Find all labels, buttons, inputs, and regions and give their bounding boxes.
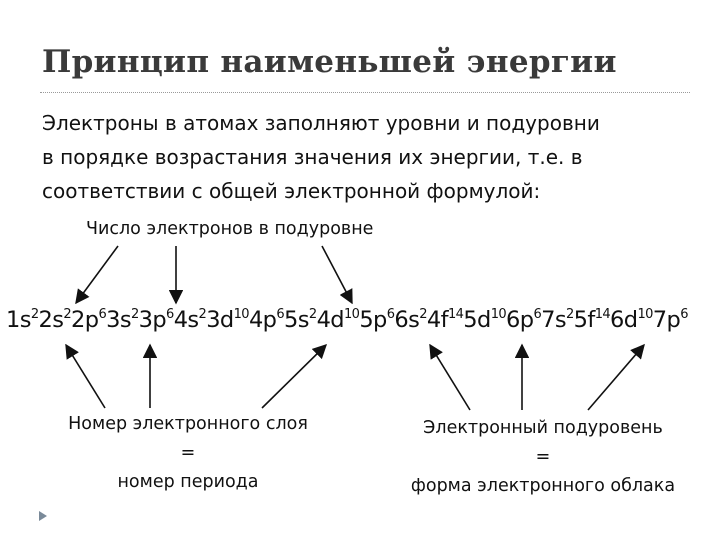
sublevel-symbol: 6s: [394, 307, 420, 333]
electron-count: 10: [637, 307, 653, 322]
sublevel-symbol: 6p: [506, 307, 534, 333]
electron-count: 14: [447, 307, 464, 322]
sublevel-symbol: 3s: [106, 307, 131, 333]
electron-count: 10: [343, 307, 360, 322]
sublevel-symbol: 4p: [248, 307, 277, 333]
electron-count: 6: [98, 307, 107, 322]
sublevel-symbol: 1s: [6, 307, 31, 333]
label-shell-line: Номер электронного слоя: [68, 414, 308, 434]
label-electron-count: Число электронов в подуровне: [86, 219, 374, 239]
sublevel-symbol: 2p: [71, 307, 99, 333]
sublevel-symbol: 5p: [359, 307, 387, 333]
label-sublevel-line: форма электронного облака: [410, 476, 676, 496]
electron-count: 2: [30, 307, 39, 322]
label-sublevel-line: Электронный подуровень: [423, 418, 663, 438]
electron-count: 6: [276, 307, 285, 322]
electron-count: 6: [166, 307, 174, 322]
sublevel-symbol: 6d: [610, 307, 638, 333]
arrow-icon: [66, 345, 105, 408]
arrow-icon: [588, 345, 644, 410]
sublevel-symbol: 7s: [541, 307, 566, 333]
slide-title: Принцип наименьшей энергии: [42, 44, 617, 80]
electron-count: 2: [308, 307, 317, 322]
electron-count: 2: [419, 307, 427, 322]
arrow-icon: [430, 345, 470, 410]
electron-count: 2: [198, 307, 207, 322]
intro-line: Электроны в атомах заполняют уровни и подуровни: [42, 111, 600, 135]
electron-count: 10: [490, 307, 507, 322]
label-shell-line: номер периода: [117, 472, 259, 492]
sublevel-symbol: 3p: [138, 307, 167, 333]
sublevel-symbol: 3d: [206, 307, 234, 333]
intro-line: в порядке возрастания значения их энергии, т.е. в: [42, 145, 583, 169]
sublevel-symbol: 5s: [284, 307, 309, 333]
intro-line: соответствии с общей электронной формулой:: [42, 179, 541, 203]
arrow-icon: [322, 246, 352, 303]
sublevel-symbol: 4s: [173, 307, 199, 333]
electron-count: 2: [565, 307, 574, 322]
sublevel-symbol: 7p: [652, 307, 681, 333]
electron-count: 10: [233, 307, 249, 322]
label-shell-line: =: [180, 443, 196, 463]
electron-count: 6: [680, 307, 688, 322]
electron-count: 2: [130, 307, 139, 322]
arrow-icon: [262, 345, 326, 408]
electron-count: 6: [533, 307, 542, 322]
sublevel-symbol: 5f: [573, 307, 595, 333]
slide-bullet-icon: [36, 509, 50, 523]
sublevel-symbol: 4f: [426, 307, 448, 333]
electron-count: 14: [594, 307, 611, 322]
sublevel-symbol: 5d: [463, 307, 491, 333]
sublevel-symbol: 4d: [316, 307, 344, 333]
sublevel-symbol: 2s: [38, 307, 64, 333]
electron-count: 6: [386, 307, 395, 322]
arrow-icon: [76, 246, 118, 303]
label-sublevel-line: =: [535, 447, 551, 467]
electron-count: 2: [63, 307, 72, 322]
